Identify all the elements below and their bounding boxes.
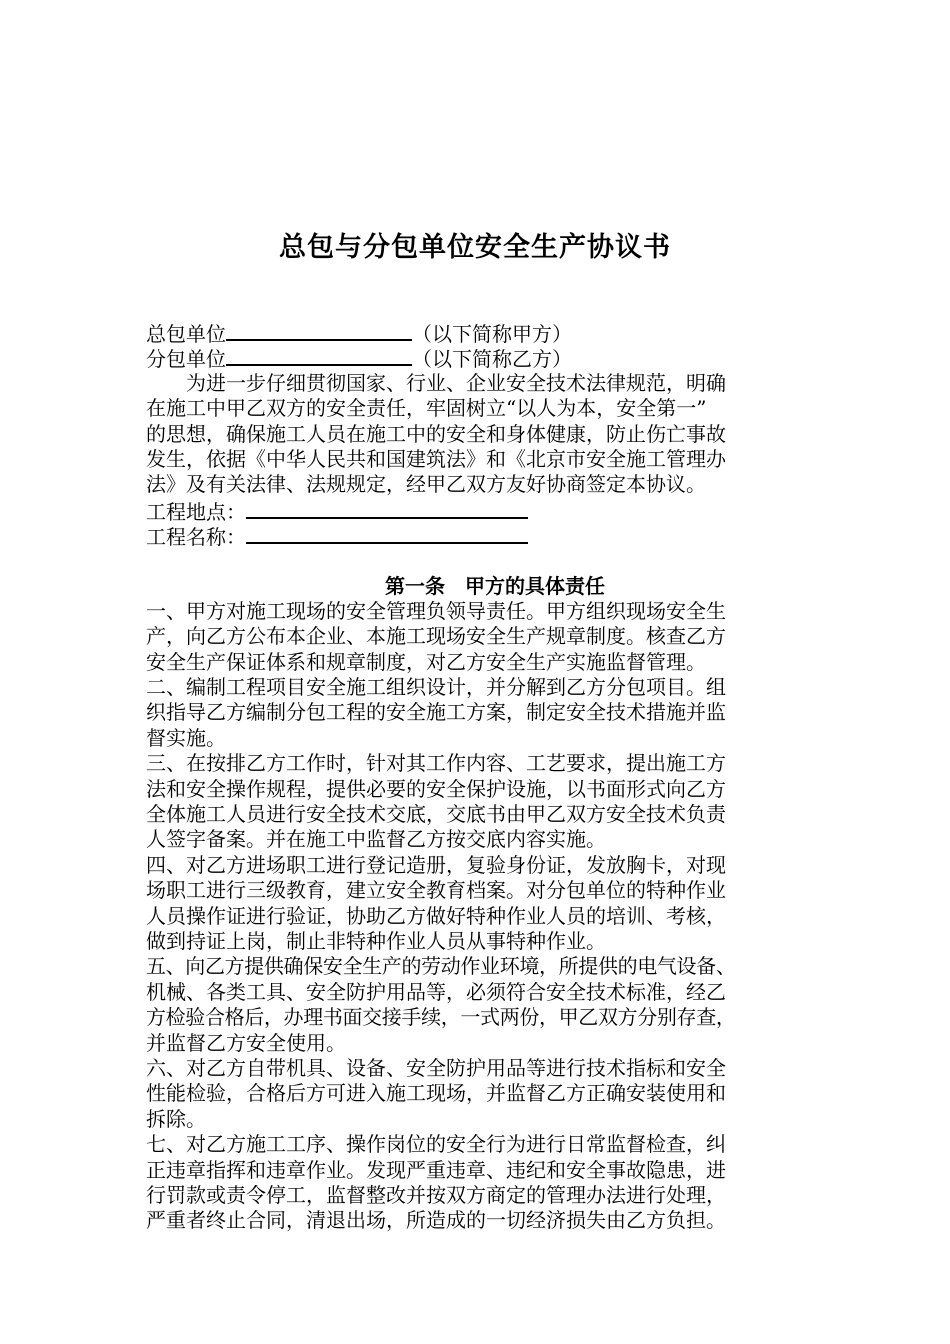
- article-1-line: 行罚款或责令停工，监督整改并按双方商定的管理办法进行处理，: [146, 1182, 726, 1207]
- project-location-label: 工程地点：: [146, 499, 246, 524]
- subcontractor-line: [146, 345, 826, 370]
- general-contractor-blank: [226, 320, 412, 341]
- article-1-line: 四、对乙方进场职工进行登记造册，复验身份证，发放胸卡，对现: [146, 852, 726, 877]
- article-1-line: 全体施工人员进行安全技术交底，交底书由甲乙双方安全技术负责: [146, 802, 726, 827]
- article-1-line: 织指导乙方编制分包工程的安全施工方案，制定安全技术措施并监: [146, 700, 726, 725]
- project-name-label: 工程名称：: [146, 525, 246, 550]
- project-name-blank: [246, 523, 528, 544]
- document-title: 总包与分包单位安全生产协议书: [279, 232, 671, 263]
- article-1-line: 人签字备案。并在施工中监督乙方按交底内容实施。: [146, 827, 606, 852]
- article-1-line: 督实施。: [146, 725, 226, 750]
- article-1-line: 并监督乙方安全使用。: [146, 1030, 346, 1055]
- article-1-line: 六、对乙方自带机具、设备、安全防护用品等进行技术指标和安全: [146, 1055, 726, 1080]
- article-1-line: 二、编制工程项目安全施工组织设计，并分解到乙方分包项目。组: [146, 675, 726, 700]
- general-contractor-suffix: （以下简称甲方）: [412, 322, 572, 346]
- article-1-line: 正违章指挥和违章作业。发现严重违章、违纪和安全事故隐患，进: [146, 1157, 726, 1182]
- article-1-line: 严重者终止合同，清退出场，所造成的一切经济损失由乙方负担。: [146, 1208, 726, 1233]
- article-1-line: 拆除。: [146, 1106, 206, 1131]
- general-contractor-label: 总包单位: [146, 322, 226, 346]
- article-1-line: 场职工进行三级教育，建立安全教育档案。对分包单位的特种作业: [146, 878, 726, 903]
- subcontractor-suffix: （以下简称乙方）: [412, 347, 572, 372]
- section-spacer: [146, 549, 826, 574]
- project-location-blank: [246, 498, 528, 519]
- article-1-line: 性能检验，合格后方可进入施工现场，并监督乙方正确安装使用和: [146, 1081, 726, 1106]
- preamble-line: 的思想，确保施工人员在施工中的安全和身体健康，防止伤亡事故: [146, 421, 726, 446]
- article-1-line: 产，向乙方公布本企业、本施工现场安全生产规章制度。核查乙方: [146, 624, 726, 649]
- article-1-line: 机械、各类工具、安全防护用品等，必须符合安全技术标准，经乙: [146, 979, 726, 1004]
- preamble-line: 在施工中甲乙双方的安全责任，牢固树立“以人为本，安全第一”: [146, 396, 707, 421]
- preamble-line: 为进一步仔细贯彻国家、行业、企业安全技术法律规范，明确: [186, 370, 726, 395]
- project-name-line: [146, 523, 826, 548]
- subcontractor-label: 分包单位: [146, 347, 226, 372]
- article-1-line: 法和安全操作规程，提供必要的安全保护设施，以书面形式向乙方: [146, 776, 726, 801]
- article-1-line: 五、向乙方提供确保安全生产的劳动作业环境，所提供的电气设备、: [146, 954, 736, 979]
- document-body: [146, 320, 826, 1234]
- article-1-line: 方检验合格后，办理书面交接手续，一式两份，甲乙双方分别存查，: [146, 1005, 736, 1030]
- article-1-heading: 第一条 甲方的具体责任: [385, 573, 605, 598]
- article-1-line: 人员操作证进行验证，协助乙方做好特种作业人员的培训、考核，: [146, 903, 726, 928]
- general-contractor-line: [146, 320, 826, 345]
- article-1-line: 做到持证上岗，制止非特种作业人员从事特种作业。: [146, 928, 606, 953]
- preamble-line: 发生，依据《中华人民共和国建筑法》和《北京市安全施工管理办: [146, 446, 726, 471]
- article-1-line: 七、对乙方施工工序、操作岗位的安全行为进行日常监督检查，纠: [146, 1132, 726, 1157]
- preamble-line: 法》及有关法律、法规规定，经甲乙双方友好协商签定本协议。: [146, 472, 706, 497]
- project-location-line: [146, 498, 826, 523]
- article-1-line: 一、甲方对施工现场的安全管理负领导责任。甲方组织现场安全生: [146, 598, 726, 623]
- article-1-line: 三、在按排乙方工作时，针对其工作内容、工艺要求，提出施工方: [146, 751, 726, 776]
- subcontractor-blank: [226, 345, 412, 366]
- article-1-line: 安全生产保证体系和规章制度，对乙方安全生产实施监督管理。: [146, 649, 706, 674]
